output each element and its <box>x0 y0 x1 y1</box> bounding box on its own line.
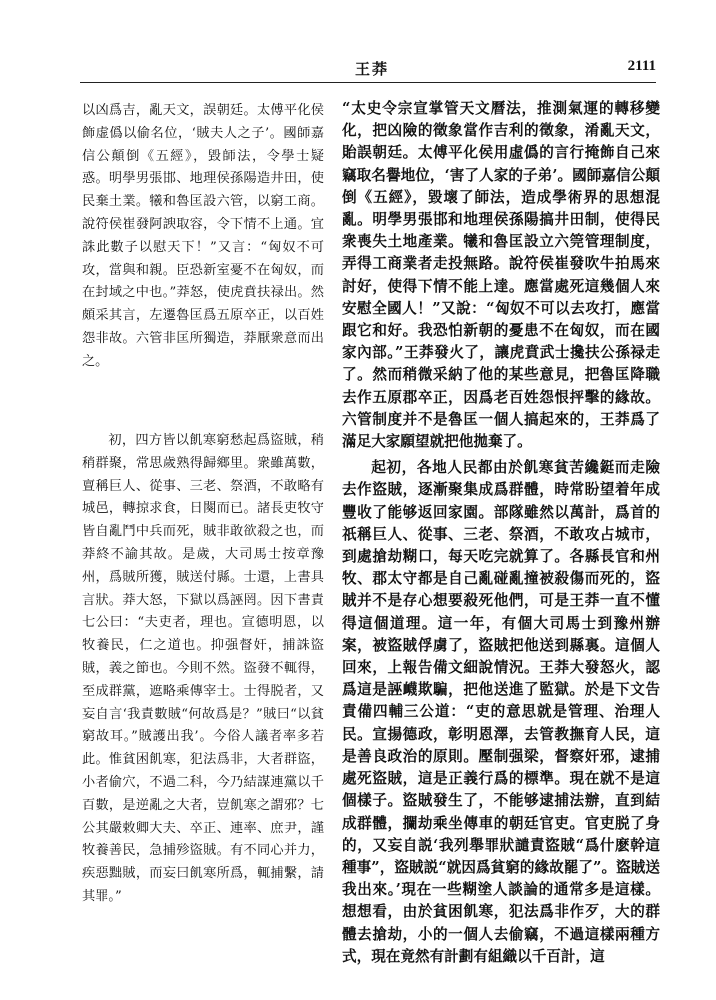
page-header <box>80 56 656 84</box>
left-paragraph-1: 以凶爲吉，亂天文，誤朝廷。太傅平化侯飾虚僞以偷名位，‘賊夫人之子’。國師嘉信公顛倒《五經》，毀師法，令學士疑惑。明學男張邯、地理侯孫陽造井田，使民棄土業。犧和魯匡設六管，以窮工商。說符侯崔發阿諛取容，令下情不上通。宜誅此數子以慰天下！”又言：“匈奴不可攻，當與和親。臣恐新室憂不在匈奴，而在封域之中也。”莽怒，使虎賁扶禄出。然頗采其言，左遷魯匡爲五原卒正，以百姓怨非故。六管非匡所獨造，莽厭衆意而出之。 <box>82 103 324 369</box>
running-title: 王莽 <box>355 60 390 78</box>
right-column-translation <box>342 98 660 968</box>
header-rule <box>80 82 656 83</box>
left-paragraph-2: 初，四方皆以飢寒窮愁起爲盜賊，稍稍群聚，常思歲熟得歸鄉里。衆雖萬數，亶稱巨人、從事、三老、祭酒，不敢略有城邑，轉掠求食，日闋而已。諸長吏牧守皆自亂鬥中兵而死，賊非敢欲殺之也，而莽終不諭其故。是歲，大司馬士按章豫州，爲賊所獲，賊送付縣。士還，上書具言狀。莽大怒，下獄以爲誣罔。因下書責七公曰：“夫吏者，理也。宣德明恩，以牧養民，仁之道也。抑强督奸，捕誅盜賊，義之節也。今則不然。盜發不輒得，至成群黨，遮略乘傳宰士。士得脱者，又妄自言‘我責數賊“何故爲是？”賊曰“以貧窮故耳。”賊護出我’。今俗人議者率多若此。惟貧困飢寒，犯法爲非，大者群盜，小者偷穴，不過二科，今乃結謀連黨以千百數，是逆亂之大者，豈飢寒之謂邪？七公其嚴敕卿大夫、卒正、連率、庶尹，謹牧養善民，急捕殄盜賊。有不同心并力，疾惡黜賊，而妄曰飢寒所爲，輒捕繫，請其罪。” <box>82 433 324 904</box>
left-section-2 <box>82 430 324 909</box>
right-paragraph-2: 起初，各地人民都由於飢寒貧苦纔鋌而走險去作盜賊，逐漸聚集成爲群體，時常盼望着年成豐收了能够返回家園。部隊雖然以萬計，爲首的祇稱巨人、從事、三老、祭酒，不敢攻占城市，到處搶劫糊口，每天吃完就算了。各縣長官和州牧、郡太守都是自己亂碰亂撞被殺傷而死的，盜賊并不是存心想要殺死他們，可是王莽一直不懂得這個道理。這一年，有個大司馬士到豫州辦案，被盜賊俘虜了，盜賊把他送到縣裏。這個人回來，上報告備文細說情況。王莽大發怒火，認爲這是誣衊欺騙，把他送進了監獄。於是下文告責備四輔三公道：“吏的意思就是管理、治理人民。宣揚德政，彰明恩澤，去管教撫育人民，這是善良政治的原則。壓制强梁，督察奸邪，逮捕處死盜賊，這是正義行爲的標準。現在就不是這個樣子。盜賊發生了，不能够逮捕法辦，直到結成群體，攔劫乘坐傳車的朝廷官吏。官吏脱了身的，又妄自説‘我列舉罪狀譴責盜賊“爲什麽幹這種事”，盜賊説“就因爲貧窮的緣故罷了”。盜賊送我出來。’現在一些糊塗人談論的通常多是這樣。想想看，由於貧困飢寒，犯法爲非作歹，大的群體去搶劫，小的一個人去偷竊，不過這樣兩種方式，現在竟然有計劃有組織以千百計，這 <box>342 459 660 965</box>
page-number: 2111 <box>627 58 656 74</box>
left-column-original-text <box>82 100 324 904</box>
right-paragraph-1: “太史令宗宣掌管天文曆法，推測氣運的轉移變化，把凶險的徵象當作吉利的徵象，淆亂天文，貽誤朝廷。太傅平化侯用虛僞的言行掩飾自己來竊取名譽地位，‘害了人家的子弟’。國師嘉信公顛倒《五經》，毀壞了師法，造成學術界的思想混亂。明學男張邯和地理侯孫陽搞井田制，使得民衆喪失土地產業。犧和魯匡設立六筦管理制度，弄得工商業者走投無路。說符侯崔發吹牛拍馬來討好，使得下情不能上達。應當處死這幾個人來安慰全國人！”又說：“匈奴不可以去攻打，應當跟它和好。我恐怕新朝的憂患不在匈奴，而在國家內部。”王莽發火了，讓虎賁武士攙扶公孫禄走了。然而稍微采納了他的某些意見，把魯匡降職去作五原郡卒正，因爲老百姓怨恨抨擊的緣故。六管制度并不是魯匡一個人搞起來的，王莽爲了滿足大家願望就把他拋棄了。 <box>342 100 660 451</box>
